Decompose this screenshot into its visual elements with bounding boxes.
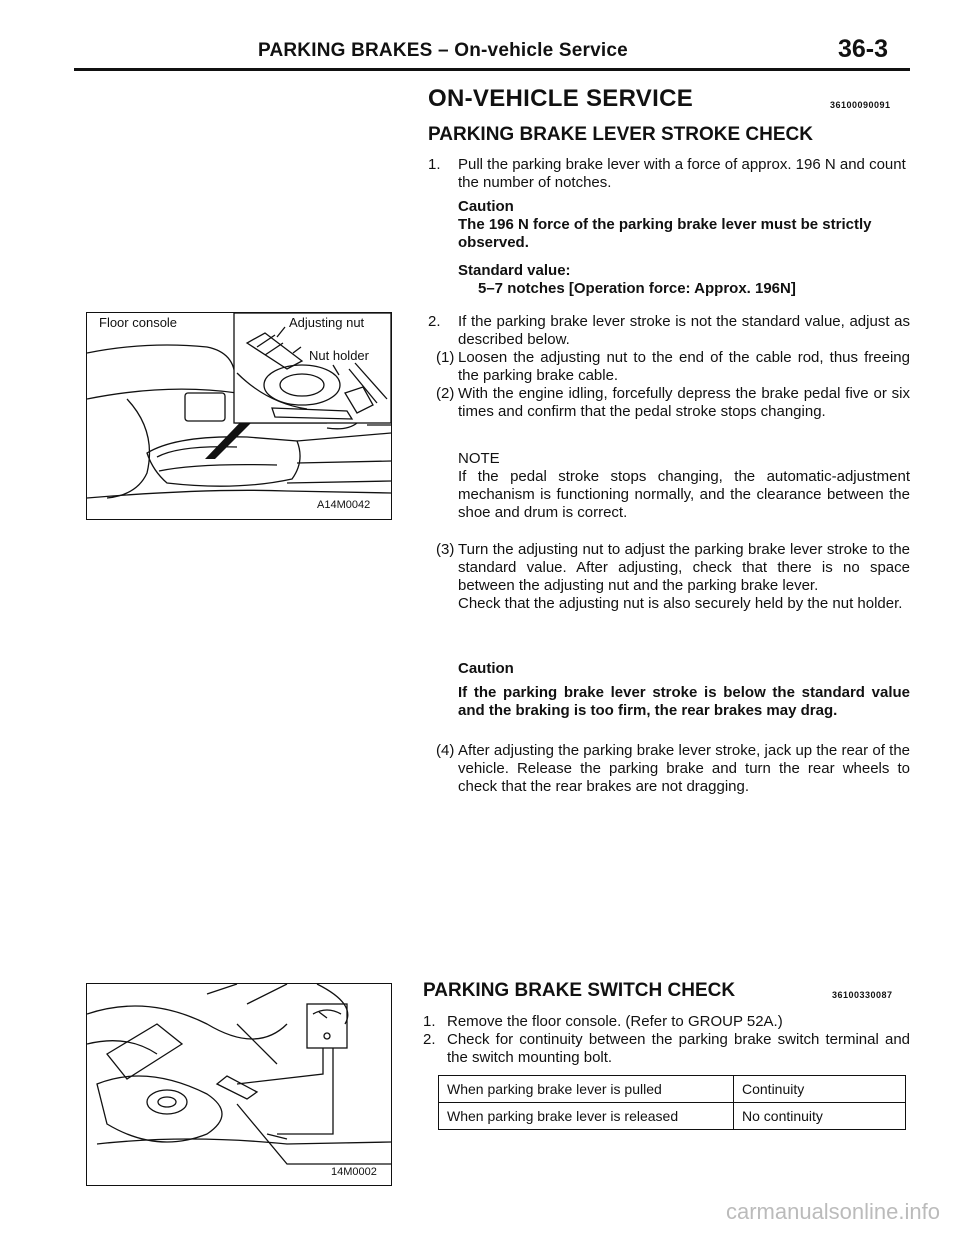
table-row xyxy=(439,1103,906,1130)
sub-step-number: (2) xyxy=(436,385,455,402)
caution-label: Caution xyxy=(458,660,514,677)
caution-block-2 xyxy=(458,660,910,720)
step-text: If the parking brake lever stroke is not the standard value, adjust as described below. xyxy=(458,313,910,348)
figure-code: A14M0042 xyxy=(317,499,371,511)
table-cell: Continuity xyxy=(734,1076,906,1103)
watermark: carmanualsonline.info xyxy=(725,1199,940,1224)
switch-check-illustration xyxy=(87,984,391,1185)
sub-step-text: Turn the adjusting nut to adjust the parking brake lever stroke to the standard value. After adjusting, check that there is no space between the adjusting nut and the parking brake lever. xyxy=(458,541,910,594)
sub-step-number: (3) xyxy=(436,541,455,558)
sub-step-text-continued: Check that the adjusting nut is also securely held by the nut holder. xyxy=(458,595,903,612)
sub-step-3 xyxy=(436,541,910,613)
sub-step-2 xyxy=(436,385,910,421)
sub-step-number: (1) xyxy=(436,349,455,366)
switch-check-code: 36100330087 xyxy=(832,990,893,1000)
section-code: 36100090091 xyxy=(830,100,891,110)
step-text: Check for continuity between the parking brake switch terminal and the switch mounting bolt. xyxy=(447,1031,910,1066)
standard-label: Standard value: xyxy=(458,262,571,279)
lever-step-1 xyxy=(428,156,910,192)
header-rule xyxy=(74,68,910,71)
step-number: 2. xyxy=(428,313,441,330)
lever-check-title: PARKING BRAKE LEVER STROKE CHECK xyxy=(428,124,813,145)
sub-step-text: After adjusting the parking brake lever stroke, jack up the rear of the vehicle. Release the parking brake and turn the rear wheels to check that the rear brakes are not dragging. xyxy=(458,742,910,795)
figure-switch-check xyxy=(86,983,392,1186)
floor-console-illustration xyxy=(87,313,391,519)
switch-step-1 xyxy=(423,1013,910,1031)
page-header-title: PARKING BRAKES – On-vehicle Service xyxy=(258,40,628,61)
table-cell: When parking brake lever is pulled xyxy=(439,1076,734,1103)
step-text: Remove the floor console. (Refer to GROUP 52A.) xyxy=(447,1013,783,1030)
lever-step-2 xyxy=(428,313,910,349)
step-text: Pull the parking brake lever with a force of approx. 196 N and count the number of notches. xyxy=(458,156,906,191)
note-text: If the pedal stroke stops changing, the automatic-adjustment mechanism is functioning normally, and the clearance between the shoe and drum is correct. xyxy=(458,468,910,521)
switch-check-title: PARKING BRAKE SWITCH CHECK xyxy=(423,980,736,1001)
table-cell: No continuity xyxy=(734,1103,906,1130)
caution-label: Caution xyxy=(458,198,514,215)
caution-block-1 xyxy=(458,198,910,252)
page-number: 36-3 xyxy=(838,35,889,63)
sub-step-1 xyxy=(436,349,910,385)
label-adjusting-nut: Adjusting nut xyxy=(289,315,365,330)
step-number: 1. xyxy=(428,156,441,173)
caution-text: If the parking brake lever stroke is below the standard value and the braking is too firm, the rear brakes may drag. xyxy=(458,684,910,719)
step-number: 2. xyxy=(423,1031,436,1048)
table-row xyxy=(439,1076,906,1103)
label-nut-holder: Nut holder xyxy=(309,348,369,363)
figure-floor-console xyxy=(86,312,392,520)
note-block xyxy=(458,450,910,522)
continuity-table xyxy=(438,1075,906,1130)
switch-step-2 xyxy=(423,1031,910,1067)
table-cell: When parking brake lever is released xyxy=(439,1103,734,1130)
section-title: ON-VEHICLE SERVICE xyxy=(428,85,694,112)
note-label: NOTE xyxy=(458,450,500,467)
sub-step-number: (4) xyxy=(436,742,455,759)
sub-step-text: Loosen the adjusting nut to the end of the cable rod, thus freeing the parking brake cable. xyxy=(458,349,910,384)
standard-value: 5–7 notches [Operation force: Approx. 196N] xyxy=(478,280,796,297)
figure-code: 14M0002 xyxy=(331,1166,377,1178)
standard-value-block xyxy=(458,262,910,298)
sub-step-text: With the engine idling, forcefully depress the brake pedal five or six times and confirm that the pedal stroke stops changing. xyxy=(458,385,910,420)
sub-step-4 xyxy=(436,742,910,796)
step-number: 1. xyxy=(423,1013,436,1030)
label-floor-console: Floor console xyxy=(99,315,178,330)
caution-text: The 196 N force of the parking brake lever must be strictly observed. xyxy=(458,216,872,251)
